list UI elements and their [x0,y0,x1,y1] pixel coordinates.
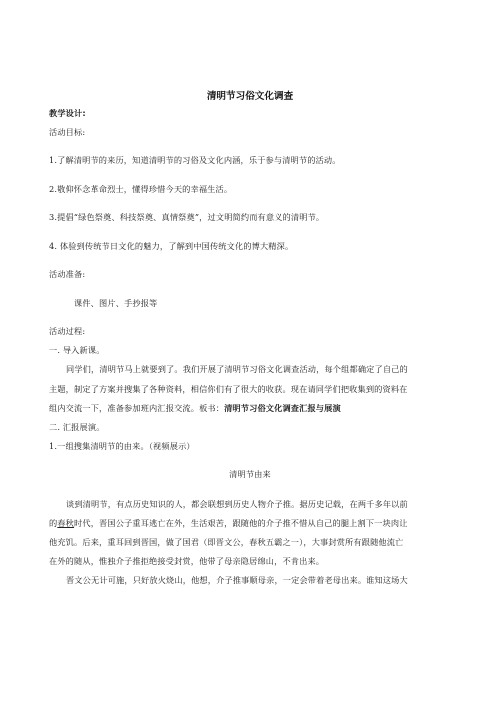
intro-last-text: 组内交流一下，准备参加班内汇报交流。板书： [49,403,225,413]
origin-title: 清明节由来 [229,469,271,479]
story-line [49,517,408,529]
prep-heading: 活动准备: [49,269,86,279]
spring-autumn-link: 春秋 [57,518,75,528]
story-line: 谈到清明节，有点历史知识的人，都会联想到历史人物介子推。据历史记载，在两千多年以前 [66,499,408,509]
story-text: 的 [49,518,58,528]
prep-items: 课件、图片、手抄报等 [74,298,158,308]
step-one-heading: 一. 导入新课。 [49,345,105,355]
story-line: 在外的随从，惟独介子推拒绝接受封赏，他带了母亲隐居绵山，不肯出来。 [49,556,325,566]
intro-paragraph-line: 主题，制定了方案并搜集了各种资料，相信你们有了很大的收获。现在请同学们把收集到的资料在 [49,384,408,394]
goal-item: 1.了解清明节的来历，知道清明节的习俗及文化内涵，乐于参与清明节的活动。 [49,155,341,165]
goal-item: 3.提倡“绿色祭奠、科技祭奠、真情祭奠”，过文明简约而有意义的清明节。 [49,212,325,222]
group-one-item: 1.一组搜集清明节的由来。（视频展示） [49,441,195,451]
story-line: 晋文公无计可施，只好放火烧山，他想，介子推事顺母亲，一定会带着老母出来。谁知这场大 [66,575,408,585]
intro-paragraph-line: 同学们，清明节马上就要到了。我们开展了清明节习俗文化调查活动，每个组都确定了自己的 [66,364,408,374]
blackboard-title: 清明节习俗文化调查汇报与展演 [224,403,341,413]
intro-paragraph-line [49,402,341,414]
story-line: 他充饥。后来，重耳回到晋国，做了国君（即晋文公，春秋五霸之一），大事封赏所有跟随他流亡 [49,537,404,547]
goal-heading: 活动目标: [49,127,86,137]
story-text: 时代，晋国公子重耳逃亡在外，生活艰苦，跟随他的介子推不惜从自己的腿上割下一块肉让 [74,518,408,528]
goal-item: 4. 体验到传统节日文化的魅力，了解到中国传统文化的博大精深。 [49,241,294,251]
design-heading: 教学设计: [49,108,86,118]
step-two-heading: 二. 汇报展演。 [49,422,105,432]
goal-item: 2.敬仰怀念革命烈士，懂得珍惜今天的幸福生活。 [49,184,233,194]
document-title: 清明节习俗文化调查 [206,91,294,102]
process-heading: 活动过程: [49,326,86,336]
